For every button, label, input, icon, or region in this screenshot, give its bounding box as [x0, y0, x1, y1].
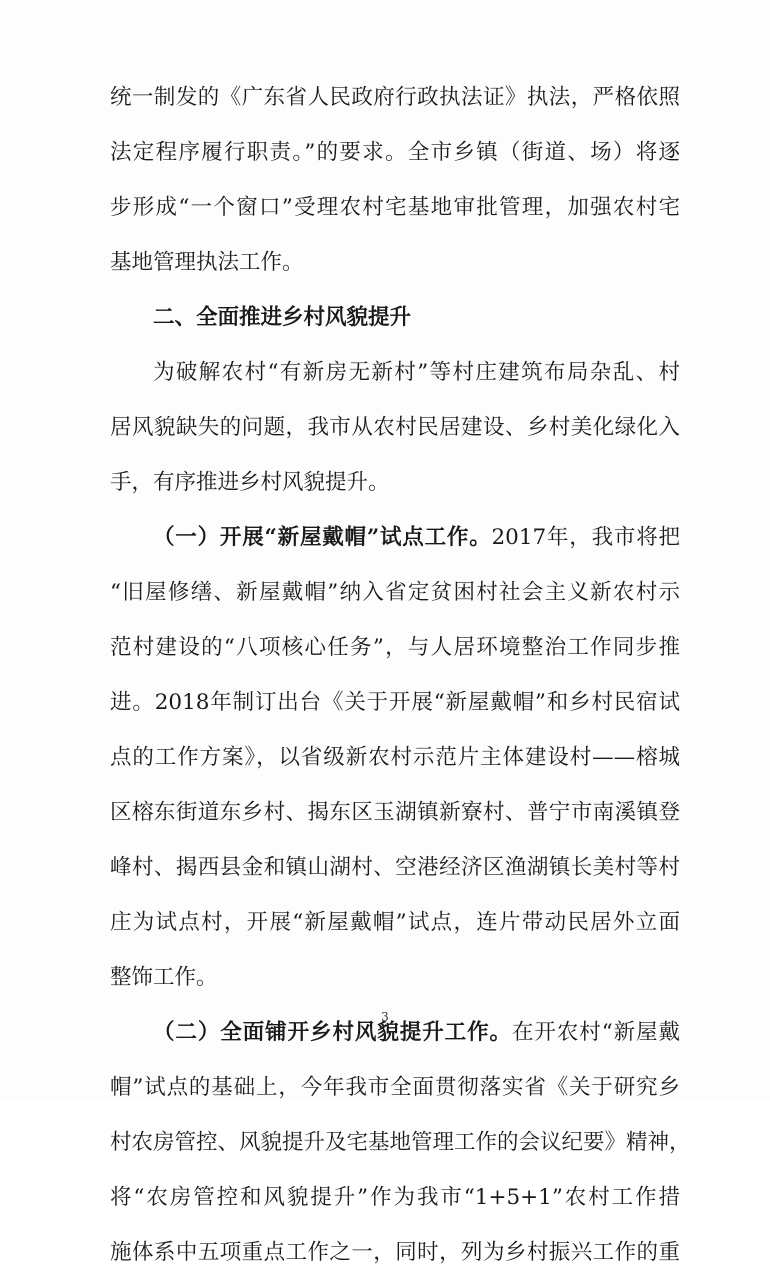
text-line: 庄为试点村，开展“新屋戴帽”试点，连片带动民居外立面 [110, 910, 680, 935]
subsection-heading: （二）全面铺开乡村风貌提升工作。 [153, 1020, 512, 1045]
text-line: 将“农房管控和风貌提升”作为我市“1+5+1”农村工作措 [110, 1185, 680, 1210]
section-heading: 二、全面推进乡村风貌提升 [153, 305, 412, 330]
subsection-heading: （一）开展“新屋戴帽”试点工作。 [153, 525, 492, 550]
text-line: 为破解农村“有新房无新村”等村庄建筑布局杂乱、村 [153, 360, 680, 385]
text-line: 法定程序履行职责。”的要求。全市乡镇（街道、场）将逐 [110, 140, 680, 165]
text-line: 峰村、揭西县金和镇山湖村、空港经济区渔湖镇长美村等村 [110, 855, 680, 880]
text-line: 进。2018年制订出台《关于开展“新屋戴帽”和乡村民宿试 [110, 690, 680, 715]
text-line: 帽”试点的基础上，今年我市全面贯彻落实省《关于研究乡 [110, 1075, 680, 1100]
text-line: 整饰工作。 [110, 965, 218, 990]
text-line: 村农房管控、风貌提升及宅基地管理工作的会议纪要》精神， [110, 1130, 691, 1155]
subsection-line [110, 510, 680, 565]
subsection-text: 2017年，我市将把 [491, 525, 680, 550]
text-line: 范村建设的“八项核心任务”，与人居环境整治工作同步推 [110, 635, 680, 660]
text-line: 施体系中五项重点工作之一，同时，列为乡村振兴工作的重 [110, 1240, 680, 1265]
text-line: 步形成“一个窗口”受理农村宅基地审批管理，加强农村宅 [110, 195, 680, 220]
page-number: 3 [381, 1010, 389, 1024]
text-line: 手，有序推进乡村风貌提升。 [110, 470, 390, 495]
text-line: 居风貌缺失的问题，我市从农村民居建设、乡村美化绿化入 [110, 415, 680, 440]
text-line: 基地管理执法工作。 [110, 250, 304, 275]
text-line: “旧屋修缮、新屋戴帽”纳入省定贫困村社会主义新农村示 [110, 580, 680, 605]
subsection-text: 在开农村“新屋戴 [511, 1020, 680, 1045]
text-line: 点的工作方案》，以省级新农村示范片主体建设村——榕城 [110, 745, 680, 770]
text-line: 区榕东街道东乡村、揭东区玉湖镇新寮村、普宁市南溪镇登 [110, 800, 680, 825]
text-line: 统一制发的《广东省人民政府行政执法证》执法，严格依照 [110, 85, 680, 110]
